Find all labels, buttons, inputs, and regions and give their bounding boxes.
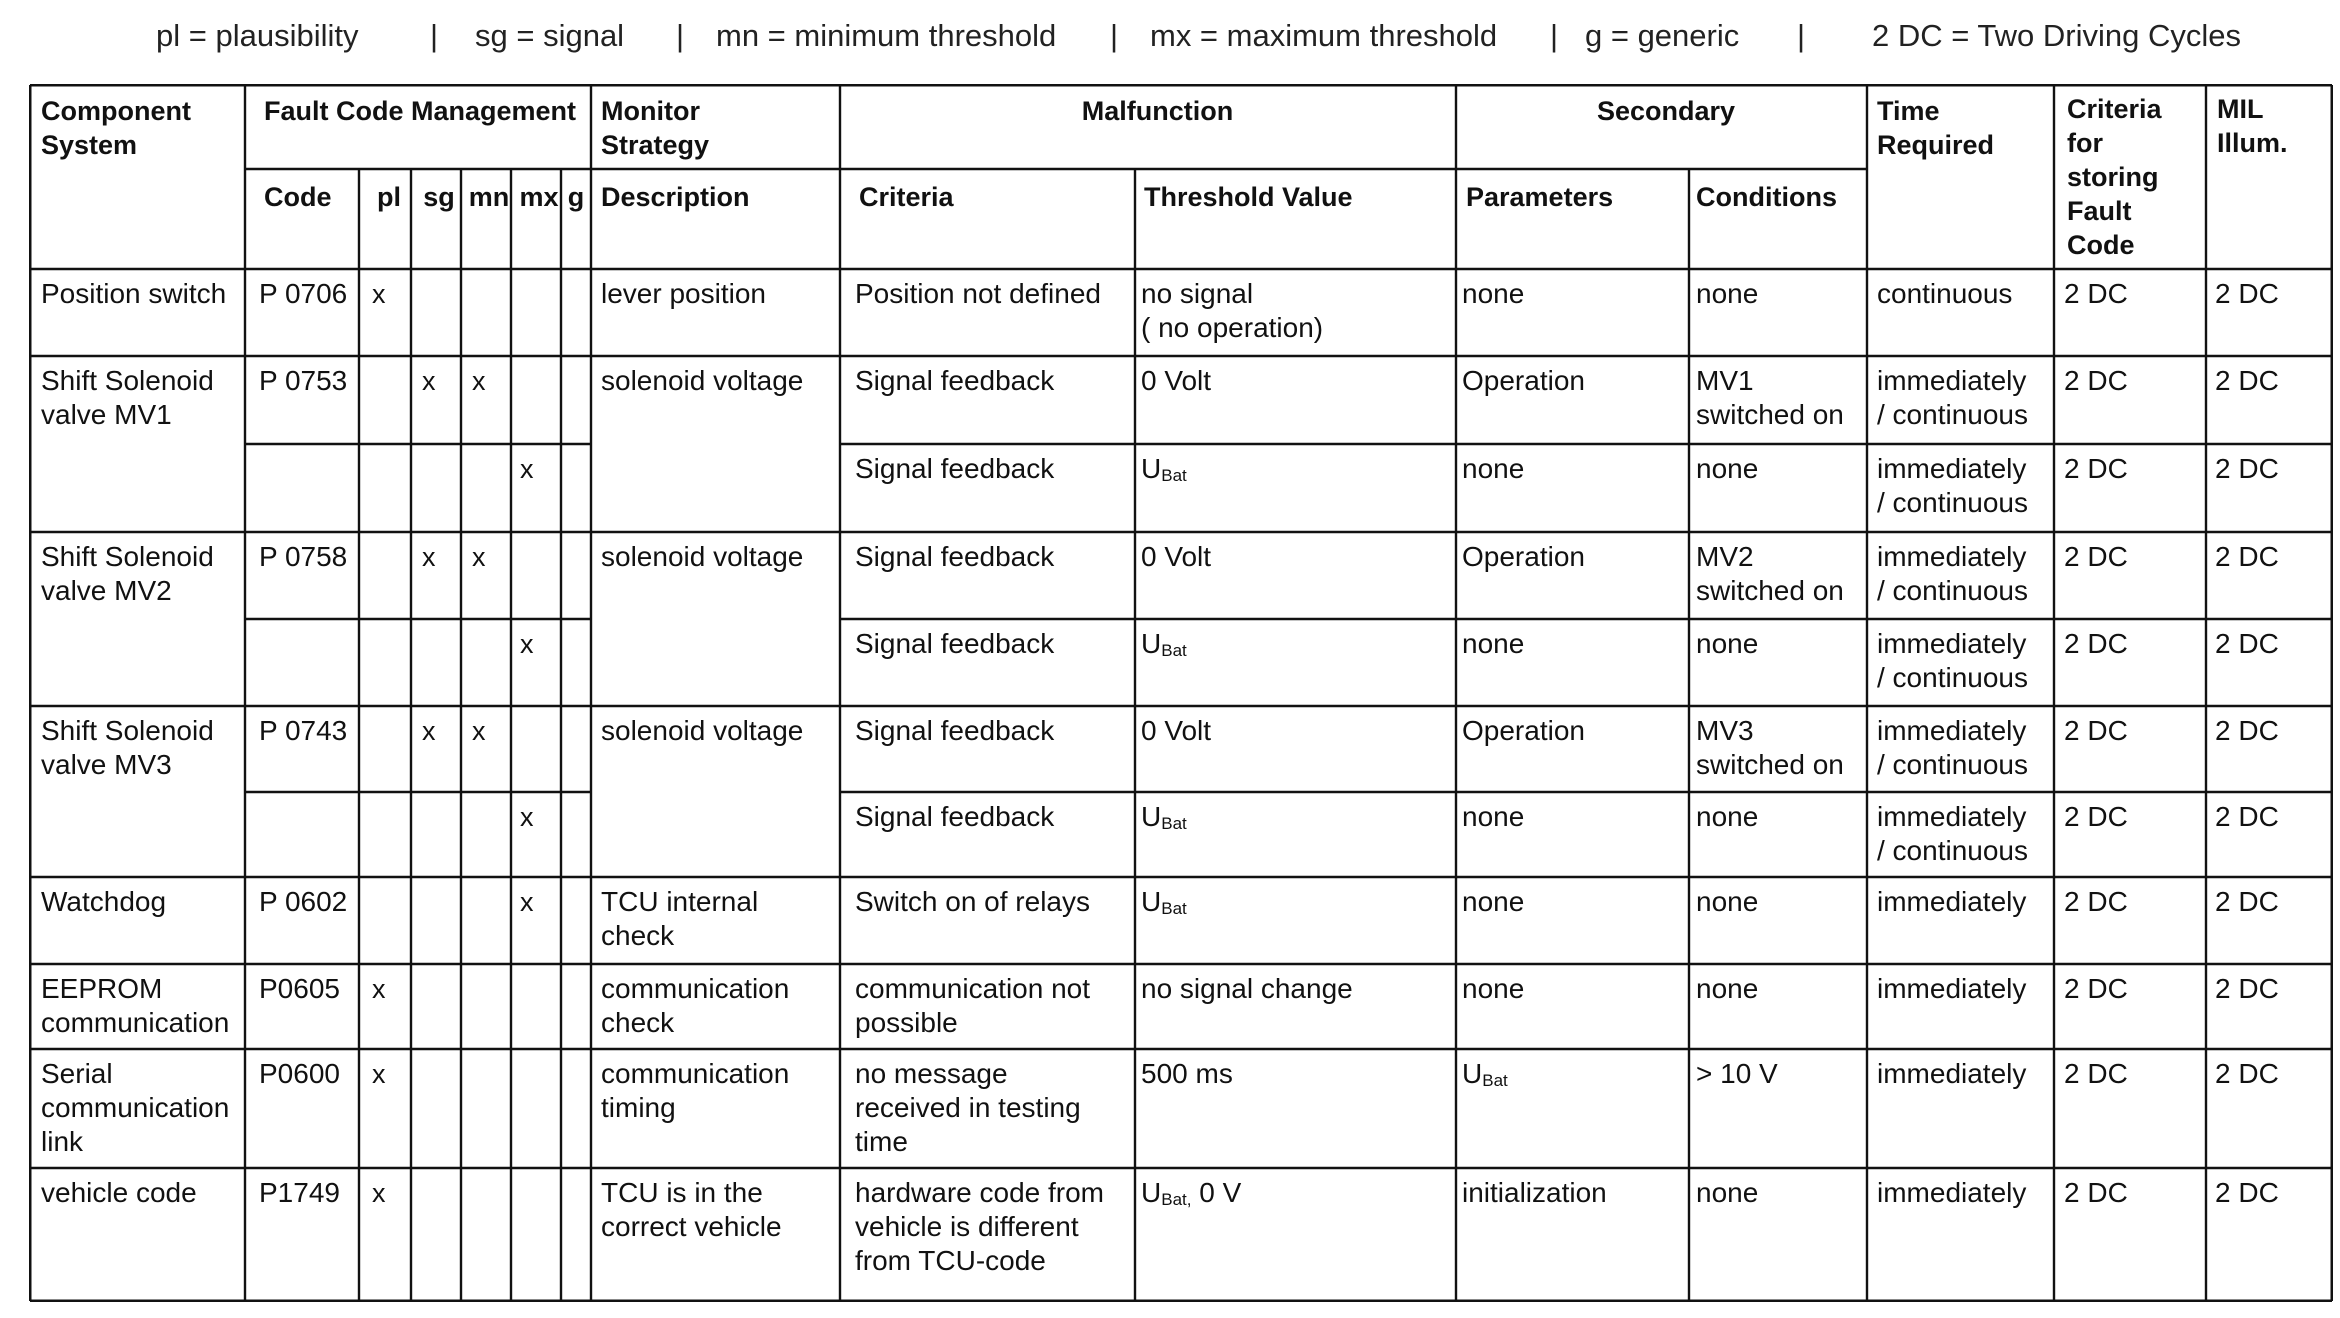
cell-component — [41, 1057, 246, 1159]
cell-time — [1877, 885, 2057, 919]
cell-threshold-text: 500 ms — [1141, 1058, 1233, 1089]
cell-code — [259, 1176, 359, 1210]
cell-mn-text: x — [472, 716, 486, 746]
legend-dc: 2 DC = Two Driving Cycles — [1872, 18, 2241, 53]
cell-mn-text: x — [472, 542, 486, 572]
cell-criteria — [855, 714, 1135, 748]
cell-parameters-text: U — [1462, 1058, 1483, 1089]
cell-threshold-subscript: Bat — [1161, 899, 1187, 918]
header-secondary: Secondary — [1596, 96, 1736, 126]
cell-threshold — [1141, 1176, 1451, 1217]
header-mn: mn — [468, 182, 510, 212]
cell-threshold — [1141, 714, 1451, 748]
cell-code-text: P 0753 — [259, 365, 348, 396]
cell-description-text: TCU is in the correct vehicle — [601, 1177, 782, 1242]
cell-description — [601, 972, 846, 1040]
cell-storing — [2064, 885, 2209, 919]
cell-time — [1877, 364, 2057, 432]
cell-time — [1877, 972, 2057, 1006]
cell-mil — [2215, 277, 2325, 311]
header-g: g — [567, 182, 585, 212]
header-mil-illum: MIL Illum. — [2217, 94, 2288, 158]
cell-mil — [2215, 452, 2325, 486]
cell-mil-text: 2 DC — [2215, 628, 2279, 659]
cell-mx-text: x — [520, 802, 534, 832]
cell-mx-text: x — [520, 629, 534, 659]
cell-code-text: P0600 — [259, 1058, 340, 1089]
cell-parameters-text: Operation — [1462, 365, 1585, 396]
cell-storing-text: 2 DC — [2064, 1058, 2128, 1089]
cell-storing — [2064, 540, 2209, 574]
cell-criteria-text: Switch on of relays — [855, 886, 1090, 917]
cell-description-text: TCU internal check — [601, 886, 759, 951]
cell-parameters — [1462, 885, 1687, 919]
cell-storing-text: 2 DC — [2064, 886, 2128, 917]
cell-time — [1877, 1176, 2057, 1210]
legend-mn: mn = minimum threshold — [716, 18, 1057, 53]
cell-mn — [472, 540, 512, 574]
cell-code-text: P0605 — [259, 973, 340, 1004]
cell-parameters — [1462, 540, 1687, 574]
cell-conditions — [1696, 627, 1871, 661]
cell-sg — [422, 540, 462, 574]
cell-pl-text: x — [372, 974, 386, 1004]
cell-time — [1877, 627, 2057, 695]
cell-conditions — [1696, 885, 1871, 919]
header-criteria-storing: Criteria for storing Fault Code — [2067, 94, 2162, 260]
cell-time — [1877, 800, 2057, 868]
cell-storing — [2064, 800, 2209, 834]
cell-threshold-text: no signal change — [1141, 973, 1353, 1004]
cell-component-text: Serial communication link — [41, 1058, 230, 1157]
cell-time-text: immediately / continuous — [1877, 541, 2028, 606]
cell-threshold — [1141, 452, 1451, 493]
legend-separator: | — [430, 18, 439, 53]
cell-parameters-text: Operation — [1462, 541, 1585, 572]
cell-mx — [520, 800, 560, 834]
cell-threshold — [1141, 540, 1451, 574]
cell-mil-text: 2 DC — [2215, 801, 2279, 832]
cell-mil-text: 2 DC — [2215, 541, 2279, 572]
cell-component-text: Shift Solenoid valve MV3 — [41, 715, 214, 780]
cell-criteria-text: Signal feedback — [855, 453, 1055, 484]
cell-criteria — [855, 885, 1135, 919]
header-monitor-strategy: Monitor Strategy — [601, 96, 710, 160]
cell-description-text: communication check — [601, 973, 790, 1038]
header-description: Description — [601, 182, 750, 212]
cell-mil-text: 2 DC — [2215, 715, 2279, 746]
cell-time-text: continuous — [1877, 278, 2013, 309]
cell-threshold-text: U — [1141, 453, 1162, 484]
cell-storing-text: 2 DC — [2064, 801, 2128, 832]
cell-mn — [472, 364, 512, 398]
cell-code — [259, 364, 359, 398]
cell-criteria-text: Signal feedback — [855, 365, 1055, 396]
cell-sg-text: x — [422, 716, 436, 746]
cell-criteria-text: no message received in testing time — [855, 1058, 1081, 1157]
cell-sg — [422, 714, 462, 748]
cell-pl — [372, 277, 412, 311]
cell-storing-text: 2 DC — [2064, 715, 2128, 746]
legend-mx: mx = maximum threshold — [1150, 18, 1498, 53]
cell-mn — [472, 714, 512, 748]
header-parameters: Parameters — [1466, 182, 1614, 212]
cell-conditions-text: none — [1696, 278, 1759, 309]
header-code: Code — [264, 182, 332, 212]
legend-separator: | — [1110, 18, 1119, 53]
cell-mil — [2215, 627, 2325, 661]
cell-mil — [2215, 1176, 2325, 1210]
cell-code — [259, 540, 359, 574]
cell-component — [41, 1176, 246, 1210]
cell-code — [259, 1057, 359, 1091]
cell-storing-text: 2 DC — [2064, 365, 2128, 396]
cell-mil — [2215, 714, 2325, 748]
diagnostic-table — [29, 84, 2333, 1302]
cell-threshold-text: 0 Volt — [1141, 715, 1212, 746]
cell-parameters-text: none — [1462, 453, 1525, 484]
cell-threshold-text: no signal ( no operation) — [1141, 278, 1324, 343]
cell-threshold-subscript: Bat, — [1161, 1190, 1192, 1209]
cell-description-text: solenoid voltage — [601, 541, 804, 572]
cell-component — [41, 364, 246, 432]
cell-storing — [2064, 1176, 2209, 1210]
cell-component — [41, 277, 246, 311]
cell-sg — [422, 364, 462, 398]
cell-threshold-text: U — [1141, 1177, 1162, 1208]
cell-mx — [520, 885, 560, 919]
header-sg: sg — [423, 182, 455, 212]
cell-time — [1877, 540, 2057, 608]
cell-mil-text: 2 DC — [2215, 453, 2279, 484]
cell-pl — [372, 972, 412, 1006]
cell-criteria — [855, 452, 1135, 486]
legend-separator: | — [1797, 18, 1806, 53]
cell-conditions — [1696, 1057, 1871, 1091]
cell-storing — [2064, 627, 2209, 661]
cell-threshold — [1141, 627, 1451, 668]
cell-description — [601, 1176, 846, 1244]
cell-storing-text: 2 DC — [2064, 628, 2128, 659]
cell-code — [259, 714, 359, 748]
cell-conditions-text: none — [1696, 973, 1759, 1004]
header-conditions: Conditions — [1696, 182, 1837, 212]
cell-criteria — [855, 972, 1135, 1040]
cell-parameters — [1462, 627, 1687, 661]
cell-storing — [2064, 364, 2209, 398]
cell-parameters-text: none — [1462, 973, 1525, 1004]
cell-code — [259, 972, 359, 1006]
cell-conditions — [1696, 972, 1871, 1006]
cell-pl — [372, 1176, 412, 1210]
cell-component-text: Shift Solenoid valve MV2 — [41, 541, 214, 606]
cell-storing — [2064, 972, 2209, 1006]
cell-mil — [2215, 1057, 2325, 1091]
cell-criteria — [855, 1057, 1135, 1159]
cell-component — [41, 885, 246, 919]
cell-conditions-text: > 10 V — [1696, 1058, 1778, 1089]
cell-criteria-text: hardware code from vehicle is different from TCU-code — [855, 1177, 1105, 1276]
cell-mx-text: x — [520, 887, 534, 917]
cell-time-text: immediately — [1877, 886, 2027, 917]
cell-parameters-text: none — [1462, 886, 1525, 917]
cell-description — [601, 1057, 846, 1125]
cell-threshold-subscript: Bat — [1161, 641, 1187, 660]
cell-parameters — [1462, 364, 1687, 398]
cell-parameters — [1462, 972, 1687, 1006]
cell-time — [1877, 277, 2057, 311]
cell-conditions-text: none — [1696, 453, 1759, 484]
header-mx: mx — [519, 182, 559, 212]
cell-threshold — [1141, 972, 1451, 1006]
cell-threshold-subscript: Bat — [1161, 466, 1187, 485]
cell-threshold-text: 0 Volt — [1141, 365, 1212, 396]
header-pl: pl — [377, 182, 401, 212]
header-criteria: Criteria — [859, 182, 954, 212]
cell-threshold-text: 0 Volt — [1141, 541, 1212, 572]
cell-component-text: Position switch — [41, 278, 227, 309]
cell-criteria — [855, 277, 1135, 311]
cell-storing-text: 2 DC — [2064, 973, 2128, 1004]
cell-mil-text: 2 DC — [2215, 1177, 2279, 1208]
cell-storing-text: 2 DC — [2064, 541, 2128, 572]
cell-criteria — [855, 540, 1135, 574]
cell-component — [41, 972, 246, 1040]
cell-conditions — [1696, 1176, 1871, 1210]
cell-parameters-text: none — [1462, 278, 1525, 309]
cell-code-text: P 0706 — [259, 278, 348, 309]
cell-threshold — [1141, 1057, 1451, 1091]
cell-parameters — [1462, 800, 1687, 834]
cell-time-text: immediately / continuous — [1877, 365, 2028, 430]
cell-conditions — [1696, 277, 1871, 311]
cell-conditions-text: none — [1696, 1177, 1759, 1208]
cell-component-text: EEPROM communication — [41, 973, 230, 1038]
cell-component — [41, 540, 246, 608]
legend-separator: | — [1550, 18, 1559, 53]
header-fault-code-management: Fault Code Management — [264, 96, 577, 126]
cell-conditions-text: none — [1696, 886, 1759, 917]
cell-time — [1877, 714, 2057, 782]
cell-criteria — [855, 800, 1135, 834]
cell-sg-text: x — [422, 366, 436, 396]
cell-time-text: immediately / continuous — [1877, 453, 2028, 518]
cell-pl-text: x — [372, 279, 386, 309]
cell-mil-text: 2 DC — [2215, 278, 2279, 309]
cell-mil-text: 2 DC — [2215, 973, 2279, 1004]
cell-conditions — [1696, 714, 1871, 782]
legend — [0, 12, 2340, 68]
cell-time-text: immediately — [1877, 973, 2027, 1004]
cell-parameters-subscript: Bat — [1482, 1071, 1508, 1090]
cell-storing — [2064, 277, 2209, 311]
cell-component-text: Shift Solenoid valve MV1 — [41, 365, 214, 430]
cell-parameters — [1462, 714, 1687, 748]
cell-criteria-text: Signal feedback — [855, 541, 1055, 572]
cell-threshold — [1141, 800, 1451, 841]
cell-mil — [2215, 885, 2325, 919]
cell-pl-text: x — [372, 1059, 386, 1089]
cell-criteria-text: Signal feedback — [855, 801, 1055, 832]
cell-threshold-tail: 0 V — [1191, 1177, 1242, 1208]
cell-conditions-text: none — [1696, 628, 1759, 659]
cell-mil-text: 2 DC — [2215, 365, 2279, 396]
cell-conditions — [1696, 452, 1871, 486]
cell-mn-text: x — [472, 366, 486, 396]
cell-conditions — [1696, 800, 1871, 834]
cell-code-text: P 0743 — [259, 715, 348, 746]
cell-code — [259, 277, 359, 311]
cell-code-text: P1749 — [259, 1177, 340, 1208]
cell-description-text: solenoid voltage — [601, 715, 804, 746]
cell-parameters — [1462, 277, 1687, 311]
cell-criteria — [855, 1176, 1135, 1278]
cell-component — [41, 714, 246, 782]
cell-component-text: Watchdog — [41, 886, 167, 917]
legend-separator: | — [676, 18, 685, 53]
cell-time — [1877, 452, 2057, 520]
cell-criteria-text: Position not defined — [855, 278, 1101, 309]
cell-threshold-text: U — [1141, 801, 1162, 832]
legend-sg: sg = signal — [475, 18, 625, 53]
cell-code-text: P 0758 — [259, 541, 348, 572]
cell-parameters-text: none — [1462, 801, 1525, 832]
cell-conditions-text: MV3 switched on — [1696, 715, 1844, 780]
cell-storing-text: 2 DC — [2064, 453, 2128, 484]
cell-threshold — [1141, 885, 1451, 926]
cell-criteria — [855, 627, 1135, 661]
legend-g: g = generic — [1585, 18, 1740, 53]
header-component: Component System — [41, 96, 191, 160]
cell-time-text: immediately — [1877, 1058, 2027, 1089]
cell-conditions-text: none — [1696, 801, 1759, 832]
cell-mx — [520, 452, 560, 486]
cell-conditions — [1696, 364, 1871, 432]
cell-threshold — [1141, 364, 1451, 398]
header-time-required: Time Required — [1877, 96, 1995, 160]
cell-storing-text: 2 DC — [2064, 1177, 2128, 1208]
cell-mx-text: x — [520, 454, 534, 484]
cell-storing — [2064, 452, 2209, 486]
cell-description — [601, 714, 846, 748]
cell-description — [601, 364, 846, 398]
cell-mil — [2215, 800, 2325, 834]
cell-parameters — [1462, 1176, 1687, 1210]
cell-description-text: lever position — [601, 278, 766, 309]
cell-criteria — [855, 364, 1135, 398]
cell-mil — [2215, 540, 2325, 574]
cell-parameters — [1462, 1057, 1687, 1098]
cell-code — [259, 885, 359, 919]
cell-criteria-text: Signal feedback — [855, 715, 1055, 746]
cell-pl-text: x — [372, 1178, 386, 1208]
cell-time — [1877, 1057, 2057, 1091]
cell-component-text: vehicle code — [41, 1177, 197, 1208]
cell-criteria-text: Signal feedback — [855, 628, 1055, 659]
cell-criteria-text: communication not possible — [855, 973, 1091, 1038]
cell-mil — [2215, 364, 2325, 398]
cell-threshold — [1141, 277, 1451, 345]
cell-pl — [372, 1057, 412, 1091]
legend-pl: pl = plausibility — [156, 18, 359, 53]
cell-time-text: immediately / continuous — [1877, 801, 2028, 866]
cell-threshold-text: U — [1141, 628, 1162, 659]
cell-description — [601, 277, 846, 311]
header-malfunction: Malfunction — [1081, 96, 1234, 126]
cell-code-text: P 0602 — [259, 886, 348, 917]
cell-conditions-text: MV2 switched on — [1696, 541, 1844, 606]
cell-storing — [2064, 1057, 2209, 1091]
cell-storing-text: 2 DC — [2064, 278, 2128, 309]
cell-mil — [2215, 972, 2325, 1006]
cell-parameters — [1462, 452, 1687, 486]
cell-conditions-text: MV1 switched on — [1696, 365, 1844, 430]
cell-time-text: immediately — [1877, 1177, 2027, 1208]
cell-mil-text: 2 DC — [2215, 1058, 2279, 1089]
cell-mil-text: 2 DC — [2215, 886, 2279, 917]
cell-sg-text: x — [422, 542, 436, 572]
cell-time-text: immediately / continuous — [1877, 715, 2028, 780]
cell-parameters-text: initialization — [1462, 1177, 1607, 1208]
cell-description — [601, 540, 846, 574]
cell-mx — [520, 627, 560, 661]
cell-description-text: solenoid voltage — [601, 365, 804, 396]
cell-description — [601, 885, 846, 953]
cell-description-text: communication timing — [601, 1058, 790, 1123]
cell-conditions — [1696, 540, 1871, 608]
cell-time-text: immediately / continuous — [1877, 628, 2028, 693]
cell-storing — [2064, 714, 2209, 748]
cell-threshold-subscript: Bat — [1161, 814, 1187, 833]
cell-threshold-text: U — [1141, 886, 1162, 917]
cell-parameters-text: Operation — [1462, 715, 1585, 746]
header-threshold-value: Threshold Value — [1144, 182, 1353, 212]
cell-parameters-text: none — [1462, 628, 1525, 659]
